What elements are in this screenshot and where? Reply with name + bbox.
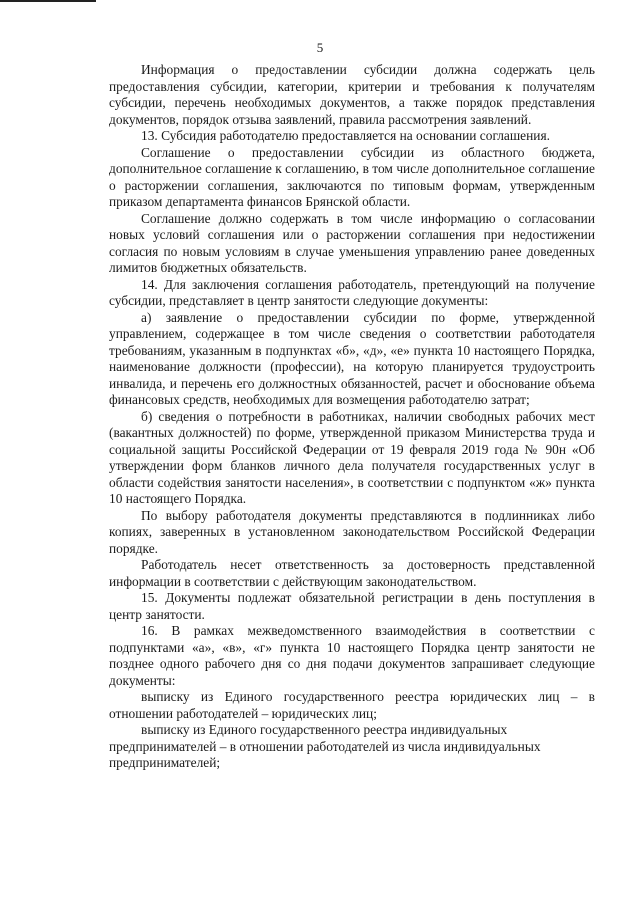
paragraph-extract-legal-entities: выписку из Единого государственного реестра юридических лиц – в отношении работодателей – юридических лиц; [109, 689, 595, 721]
paragraph-document-copies: По выбору работодателя документы представляются в подлинниках либо копиях, заверенных в установленном законодательством Российской Федерации порядке. [109, 507, 595, 556]
header-rule [0, 0, 96, 2]
paragraph-extract-entrepreneurs: выписку из Единого государственного реестра индивидуальных предпринимателей – в отношении работодателей из числа индивидуальных предпринимателей; [109, 722, 541, 770]
paragraph-employer-responsibility: Работодатель несет ответственность за достоверность представленной информации в соответствии с действующим законодательством. [109, 557, 595, 589]
paragraph-clause-13: 13. Субсидия работодателю предоставляется на основании соглашения. [141, 128, 550, 143]
document-body [109, 62, 595, 772]
paragraph-agreement-forms: Соглашение о предоставлении субсидии из областного бюджета, дополнительное соглашение к соглашению, в том числе дополнительное соглашение о расторжении соглашения, заключаются по типовым формам, утвержденным приказом департамента финансов Брянской области. [109, 144, 595, 209]
paragraph-clause-14-a: а) заявление о предоставлении субсидии по форме, утвержденной управлением, содержащее в том числе сведения о соответствии работодателя требованиям, указанным в подпунктах «б», «д», «е» пункта 10 настоящего Порядка, наименование должности (профессии), на которую планируется трудоустроить инвалида, и перечень его должностных обязанностей, расчет и обоснование объема финансовых средств, необходимых для возмещения работодателю затрат; [109, 309, 595, 407]
paragraph-clause-14-b: б) сведения о потребности в работниках, наличии свободных рабочих мест (вакантных должностей) по форме, утвержденной приказом Министерства труда и социальной защиты Российской Федерации от 19 февраля 2019 года № 90н «Об утверждении форм бланков личного дела получателя государственных услуг в области содействия занятости населения», в соответствии с подпунктом «ж» пункта 10 настоящего Порядка. [109, 408, 595, 506]
paragraph-clause-15: 15. Документы подлежат обязательной регистрации в день поступления в центр занятости. [109, 590, 595, 622]
paragraph-clause-16: 16. В рамках межведомственного взаимодействия в соответствии с подпунктами «а», «в», «г» пункта 10 настоящего Порядка центр занятости не позднее одного рабочего дня со дня подачи документов запрашивает следующие документы: [109, 623, 595, 688]
paragraph-subsidy-info: Информация о предоставлении субсидии должна содержать цель предоставления субсидии, категории, критерии и требования к получателям субсидии, перечень необходимых документов, а также порядок представления документов, порядок отзыва заявлений, правила рассмотрения заявлений. [109, 62, 595, 127]
paragraph-agreement-content: Соглашение должно содержать в том числе информацию о согласовании новых условий соглашения или о расторжении соглашения при недостижении согласия по новым условиям в случае уменьшения управлению ранее доведенных лимитов бюджетных обязательств. [109, 210, 595, 275]
paragraph-clause-14: 14. Для заключения соглашения работодатель, претендующий на получение субсидии, представляет в центр занятости следующие документы: [109, 276, 595, 308]
page-number: 5 [316, 40, 324, 55]
